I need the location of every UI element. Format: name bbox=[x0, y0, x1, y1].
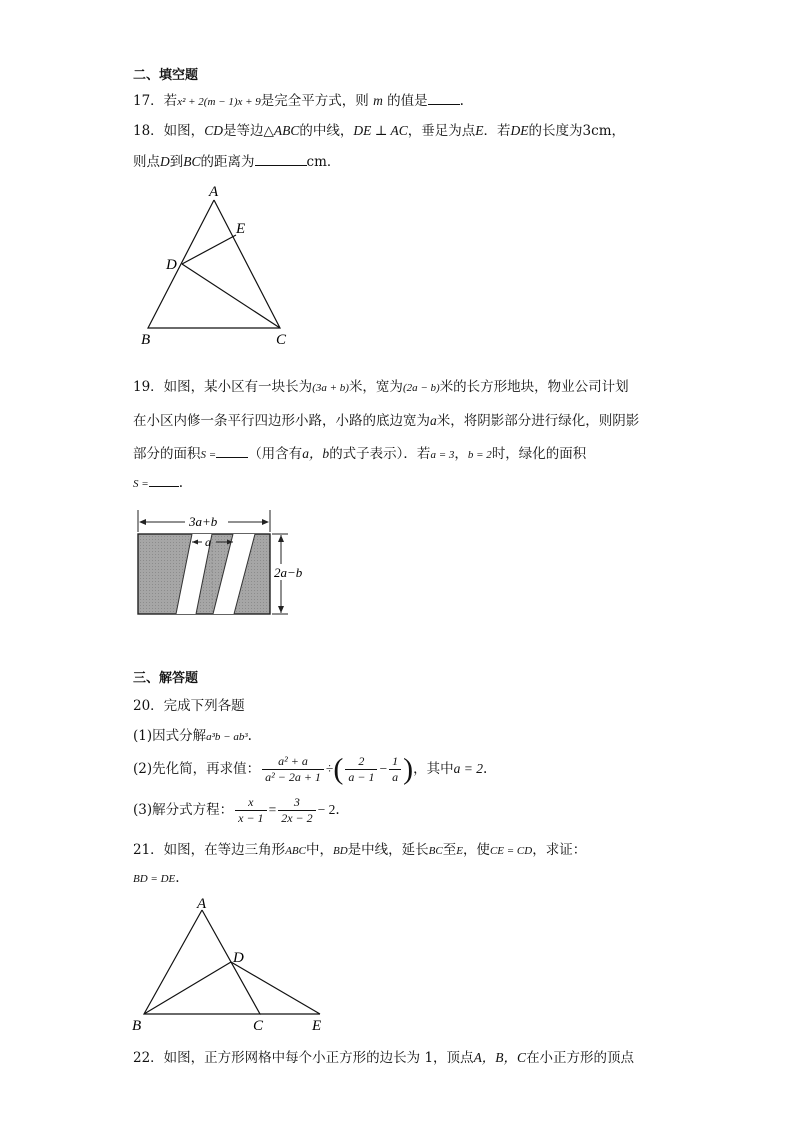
question-17: 17．若x² + 2(m − 1)x + 9是完全平方式，则 m 的值是 . bbox=[133, 93, 464, 109]
answer-blank[interactable] bbox=[216, 445, 248, 458]
question-19-line-1: 19．如图，某小区有一块长为(3a + b)米，宽为(2a − b)米的长方形地块，物业公司计划 bbox=[133, 379, 629, 395]
triangle-figure-q21 bbox=[128, 892, 338, 1040]
label-C: C bbox=[253, 1018, 264, 1034]
section-title: 三、解答题 bbox=[133, 671, 199, 686]
question-19-line-4: S = . bbox=[133, 475, 183, 491]
fraction: $\frac{1}{a}$ bbox=[389, 754, 401, 785]
label-B: B bbox=[132, 1018, 142, 1034]
question-19-line-2: 在小区内修一条平行四边形小路，小路的底边宽为a米，将阴影部分进行绿化，则阴影 bbox=[133, 413, 640, 429]
question-20-title: 20．完成下列各题 bbox=[133, 698, 245, 714]
label-width: 2a−b bbox=[274, 565, 303, 580]
question-20-part-3: (3)解分式方程： $\frac{x}{x - 1}$ = $\frac{3}{2x - 2}$ − 2. bbox=[133, 795, 340, 825]
label-D: D bbox=[166, 257, 177, 273]
question-20-part-2: (2)先化简，再求值： $\frac{\text{a² + a}}{\text{a² − 2a + 1}}$ ÷( $\frac{2}{a - 1}$ − $\frac{1}{a}$ )，其中a = 2. bbox=[133, 752, 488, 786]
question-21-line-2: BD = DE. bbox=[133, 870, 180, 886]
rectangle-path-figure-q19 bbox=[130, 502, 320, 620]
question-19-line-3: 部分的面积S = （用含有a，b的式子表示）．若a = 3，b = 2时，绿化的面积 bbox=[133, 446, 587, 462]
question-21-line-1: 21．如图，在等边三角形ABC中，BD是中线，延长BC至E，使CE = CD，求证： bbox=[133, 842, 587, 858]
label-B: B bbox=[141, 332, 151, 348]
label-length: 3a+b bbox=[189, 514, 218, 529]
label-C: C bbox=[276, 332, 287, 348]
label-D: D bbox=[233, 950, 244, 966]
triangle-figure-q18 bbox=[130, 180, 305, 350]
fraction: $\frac{3}{2x - 2}$ bbox=[278, 795, 315, 826]
fraction: $\frac{2}{a - 1}$ bbox=[345, 754, 377, 785]
label-E: E bbox=[236, 221, 246, 237]
answer-blank[interactable] bbox=[255, 153, 307, 166]
question-20-part-1: (1)因式分解a³b − ab³. bbox=[133, 728, 252, 744]
label-A: A bbox=[197, 896, 207, 912]
label-gap: a bbox=[205, 535, 211, 549]
q17-expression: x² + 2(m − 1)x + 9 bbox=[177, 96, 261, 108]
question-18-line-2: 则点D到BC的距离为 cm． bbox=[133, 154, 341, 170]
label-E: E bbox=[312, 1018, 322, 1034]
fraction: $\frac{x}{x - 1}$ bbox=[235, 795, 266, 826]
question-22-line-1: 22．如图，正方形网格中每个小正方形的边长为 1，顶点A，B，C在小正方形的顶点 bbox=[133, 1050, 635, 1066]
section-title: 二、填空题 bbox=[133, 68, 199, 83]
fraction: $\frac{\text{a² + a}}{\text{a² − 2a + 1}}$ bbox=[262, 754, 324, 785]
answer-blank[interactable] bbox=[149, 474, 179, 487]
question-18-line-1: 18．如图，CD是等边△ABC的中线，DE ⊥ AC，垂足为点E．若DE的长度为3cm， bbox=[133, 123, 625, 139]
label-A: A bbox=[209, 184, 219, 200]
answer-blank[interactable] bbox=[428, 92, 460, 105]
